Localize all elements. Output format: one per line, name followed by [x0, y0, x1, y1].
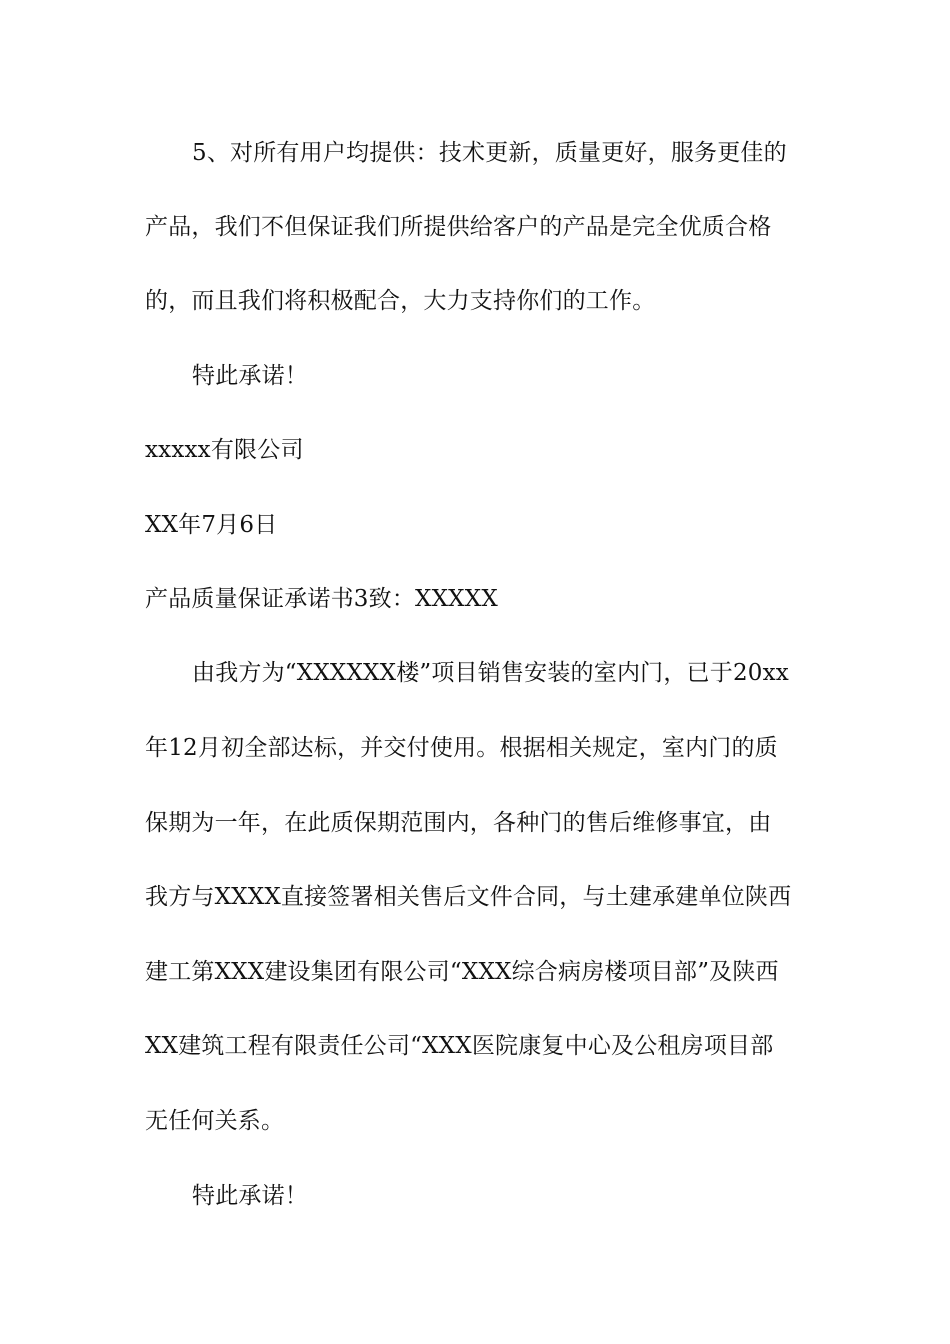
paragraph-line: 的，而且我们将积极配合，大力支持你们的工作。	[145, 288, 656, 314]
paragraph-line: 由我方为“XXXXXX楼”项目销售安装的室内门，已于20xx	[192, 660, 789, 686]
paragraph-line: 建工第XXX建设集团有限公司“XXX综合病房楼项目部”及陕西	[145, 959, 779, 985]
paragraph-line: 无任何关系。	[145, 1108, 285, 1134]
paragraph-line: 年12月初全部达标，并交付使用。根据相关规定，室内门的质	[145, 735, 778, 761]
section-heading: 产品质量保证承诺书3致：XXXXX	[145, 586, 498, 612]
paragraph-line: 产品，我们不但保证我们所提供给客户的产品是完全优质合格	[145, 214, 772, 240]
paragraph-line: 保期为一年，在此质保期范围内，各种门的售后维修事宜，由	[145, 810, 772, 836]
closing-statement: 特此承诺！	[192, 363, 308, 389]
paragraph-line: 5、对所有用户均提供：技术更新，质量更好，服务更佳的	[192, 140, 787, 166]
company-name: xxxxx有限公司	[145, 437, 304, 463]
paragraph-line: 我方与XXXX直接签署相关售后文件合同，与土建承建单位陕西	[145, 884, 792, 910]
paragraph-line: XX建筑工程有限责任公司“XXX医院康复中心及公租房项目部	[145, 1033, 774, 1059]
date-line: XX年7月6日	[145, 512, 278, 538]
closing-statement: 特此承诺！	[192, 1183, 308, 1209]
